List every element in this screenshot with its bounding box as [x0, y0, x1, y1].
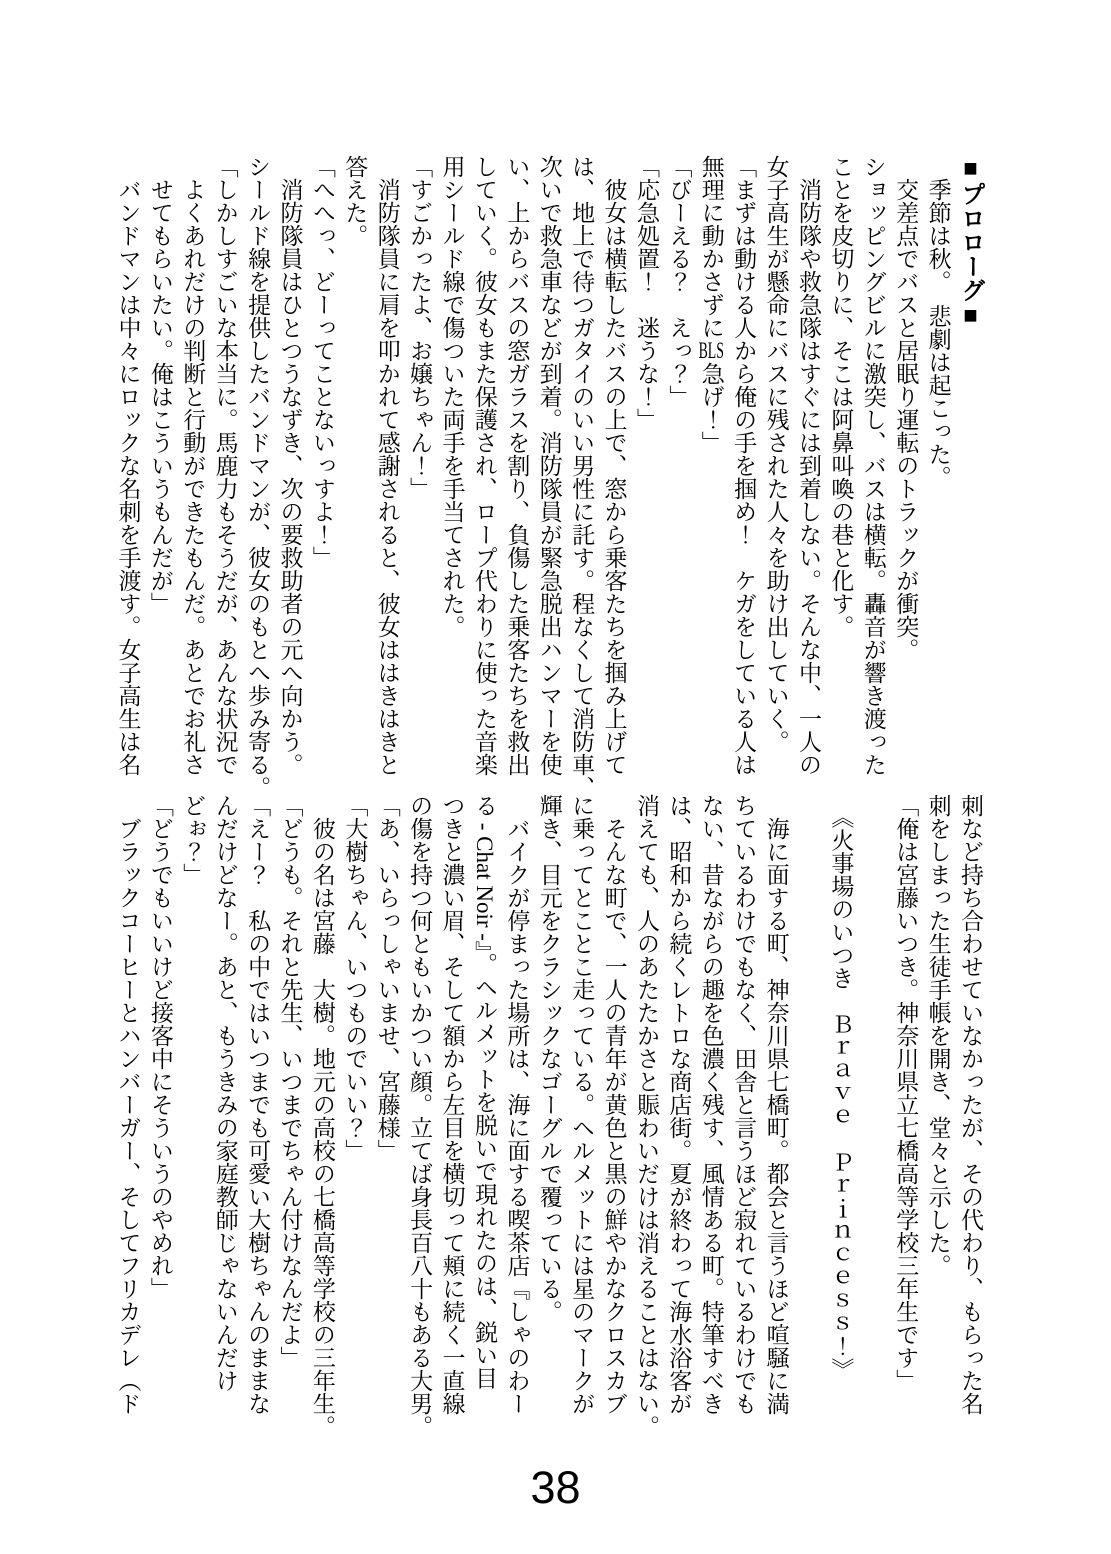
text-line: 無理に動かさずにBLS急げ！」: [698, 155, 724, 454]
tate-chu-yoko-text: BLS: [698, 339, 724, 362]
page-number: 38: [530, 1462, 581, 1513]
text-line: どぉ？」: [180, 794, 206, 886]
text-line: 消えても、人のあたたかさと賑わいだけは消えることはない。: [633, 794, 659, 1438]
text-line: は、昭和から続くレトロな商店街。夏が終わって海水浴客が: [666, 794, 692, 1415]
text-line: 輝き、目元をクラシックなゴーグルで覆っている。: [536, 794, 562, 1323]
text-line: 交差点でバスと居眠り運転のトラックが衝突。: [893, 155, 919, 661]
text-line: 「どうでもいいけど接客中にそういうのやめれ」: [147, 794, 173, 1300]
text-line: る - Chat Noir -』。ヘルメットを脱いで現れたのは、鋭い目: [471, 794, 497, 1390]
text-line: よくあれだけの判断と行動ができたもんだ。あとでお礼さ: [180, 155, 206, 776]
text-line: 「びーえる？ えっ？」: [666, 155, 692, 408]
prologue-text-block: [110, 155, 986, 799]
text-line: バンドマンは中々にロックな名刺を手渡す。女子高生は名: [115, 155, 141, 776]
text-line: ちているわけでもなく、田舎と言うほど寂れているわけでも: [731, 794, 757, 1415]
text-line: そんな町で、一人の青年が黄色と黒の鮮やかなクロスカブ: [601, 794, 627, 1415]
text-line: 彼の名は宮藤 大樹。地元の高校の七橋高等学校の三年生。: [309, 794, 335, 1438]
text-line: んだけどなー。あと、もうきみの家庭教師じゃないんだけ: [212, 794, 238, 1392]
text-line: 「どうも。それと先生、いつまでちゃん付けなんだよ」: [277, 794, 303, 1369]
text-line: 次いで救急車などが到着。消防隊員が緊急脱出ハンマーを使: [536, 155, 562, 776]
text-line: に乗ってとことこ走っている。ヘルメットには星のマークが: [569, 794, 595, 1415]
text-line: ことを皮切りに、そこは阿鼻叫喚の巷と化す。: [828, 155, 854, 638]
text-line: [792, 794, 824, 1424]
text-line: 「まずは動ける人から俺の手を掴め！ ケガをしている人は: [731, 155, 757, 776]
text-line: せてもらいたい。俺はこういうもんだが」: [147, 155, 173, 615]
text-line: 用シールド線で傷ついた両手を手当てされた。: [439, 155, 465, 638]
text-line: 「すごかったよ、お嬢ちゃん！」: [407, 155, 433, 500]
text-line: 《火事場のいつき Ｂｒａｖｅ Ｐｒｉｎｃｅｓｓ！》: [828, 794, 854, 1381]
text-line: ショッピングビルに激突し、バスは横転。轟音が響き渡った: [860, 155, 886, 776]
text-line: 「俺は宮藤いつき。神奈川県立七橋高等学校三年生です」: [893, 794, 919, 1392]
text-line: ない、昔ながらの趣を色濃く残す、風情ある町。特筆すべき: [698, 794, 724, 1415]
text-line: 海に面する町、神奈川県七橋町。都会と言うほど喧騒に満: [763, 794, 789, 1415]
text-line: 女子高生が懸命にバスに残された人々を助け出していく。: [763, 155, 789, 753]
text-line: [856, 794, 888, 1424]
text-line: 答えた。: [342, 155, 368, 247]
text-line: 「へへっ、どーってことないっすよ！」: [309, 155, 335, 569]
text-line: シールド線を提供したバンドマンが、彼女のもとへ歩み寄る。: [245, 155, 271, 799]
text-line: つきと濃い眉、そして額から左目を横切って頬に続く一直線: [439, 794, 465, 1415]
text-line: ブラックコーヒーとハンバーガー、そしてフリカデレ（ド: [115, 794, 141, 1415]
text-line: 刺をしまった生徒手帳を開き、堂々と示した。: [925, 794, 951, 1277]
text-line: 季節は秋。 悲劇は起こった。: [925, 155, 951, 489]
text-line: 消防隊員はひとつうなずき、次の要救助者の元へ向かう。: [277, 155, 303, 776]
text-line: 刺など持ち合わせていなかったが、その代わり、もらった名: [958, 794, 983, 1415]
text-line: バイクが停まった場所は、海に面する喫茶店『しゃのわー: [504, 794, 530, 1415]
story-text-block: [110, 794, 986, 1438]
text-line: 消防隊員に肩を叩かれて感謝されると、彼女ははきはきと: [374, 155, 400, 776]
text-line: 「あ、いらっしゃいませ、宮藤様」: [374, 794, 400, 1162]
text-line: 消防隊や救急隊はすぐには到着しない。そんな中、一人の: [795, 155, 821, 776]
text-line: は、地上で待つガタイのいい男性に託す。程なくして消防車、: [569, 155, 595, 799]
prologue-heading: ■プロローグ■: [957, 155, 984, 329]
text-line: 「しかしすごいな本当に。馬鹿力もそうだが、あんな状況で: [212, 155, 238, 776]
text-line: 彼女は横転したバスの上で、窓から乗客たちを掴み上げて: [601, 155, 627, 776]
text-line: 「応急処置！ 迷うな！」: [633, 155, 659, 431]
text-line: 「えー？ 私の中ではいつまでも可愛い大樹ちゃんのままな: [245, 794, 271, 1415]
text-line: していく。彼女もまた保護され、ロープ代わりに使った音楽: [471, 155, 497, 776]
text-line: 「大樹ちゃん、いつものでいい？」: [342, 794, 368, 1162]
text-line: い、上からバスの窓ガラスを割り、負傷した乗客たちを救出: [504, 155, 530, 776]
text-line: の傷を持つ何ともいかつい顔。立てば身長百八十もある大男。: [407, 794, 433, 1438]
